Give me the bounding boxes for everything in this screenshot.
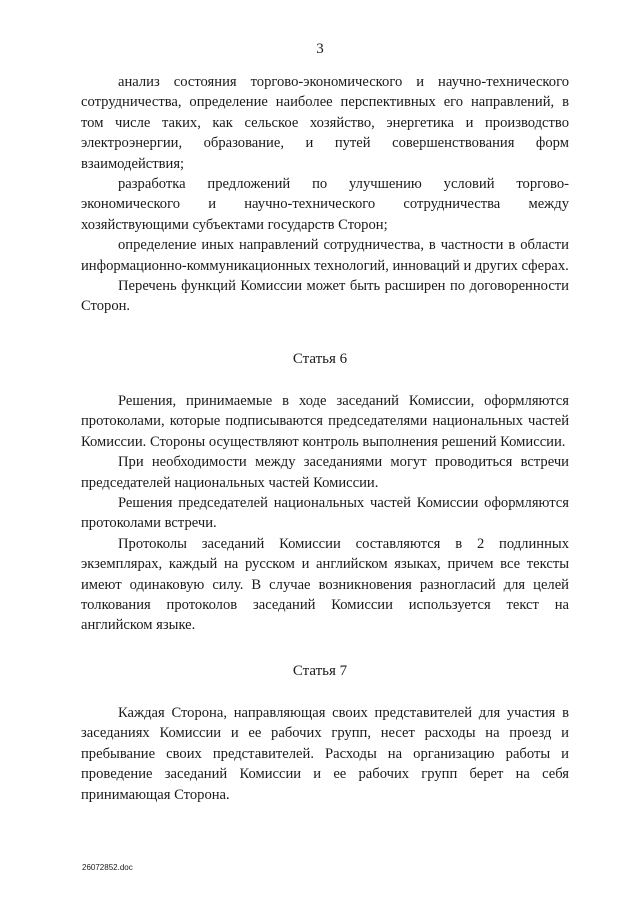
- paragraph: Решения, принимаемые в ходе заседаний Комиссии, оформляются протоколами, которые подписываются председателями национальных частей Комиссии. Стороны осуществляют контроль выполнения решений Комиссии.: [81, 393, 569, 450]
- paragraph: Перечень функций Комиссии может быть расширен по договоренности Сторон.: [81, 278, 569, 315]
- paragraph: Решения председателей национальных частей Комиссии оформляются протоколами встречи.: [81, 495, 569, 532]
- article-7-heading: Статья 7: [292, 663, 348, 679]
- page-number: 3: [316, 41, 324, 57]
- article-7-body: [81, 703, 569, 805]
- paragraph: Каждая Сторона, направляющая своих представителей для участия в заседаниях Комиссии и ее рабочих групп, несет расходы на проезд и пребывание своих представителей. Расходы на организацию работы и проведение заседаний Комиссии и ее рабочих групп берет на себя принимающая Сторона.: [81, 705, 569, 803]
- paragraph: При необходимости между заседаниями могут проводиться встречи председателей национальных частей Комиссии.: [81, 454, 569, 491]
- paragraph: анализ состояния торгово-экономического и научно-технического сотрудничества, определение наиболее перспективных его направлений, в том числе таких, как сельское хозяйство, энергетика и производство электроэнергии, образование, и путей совершенствования форм взаимодействия;: [81, 74, 569, 172]
- functions-list: [81, 72, 569, 317]
- paragraph: Протоколы заседаний Комиссии составляются в 2 подлинных экземплярах, каждый на русском и английском языках, причем все тексты имеют одинаковую силу. В случае возникновения разногласий для целей толкования протоколов заседаний Комиссии используется текст на английском языке.: [81, 535, 569, 634]
- article-6-heading: Статья 6: [292, 351, 348, 367]
- file-name-footer: 26072852.doc: [82, 863, 133, 872]
- paragraph: определение иных направлений сотрудничества, в частности в области информационно-коммуникационных технологий, инноваций и других сферах.: [81, 237, 569, 274]
- paragraph: разработка предложений по улучшению условий торгово-экономического и научно-технического сотрудничества между хозяйствующими субъектами государств Сторон;: [81, 176, 569, 233]
- article-6-body: [81, 391, 569, 636]
